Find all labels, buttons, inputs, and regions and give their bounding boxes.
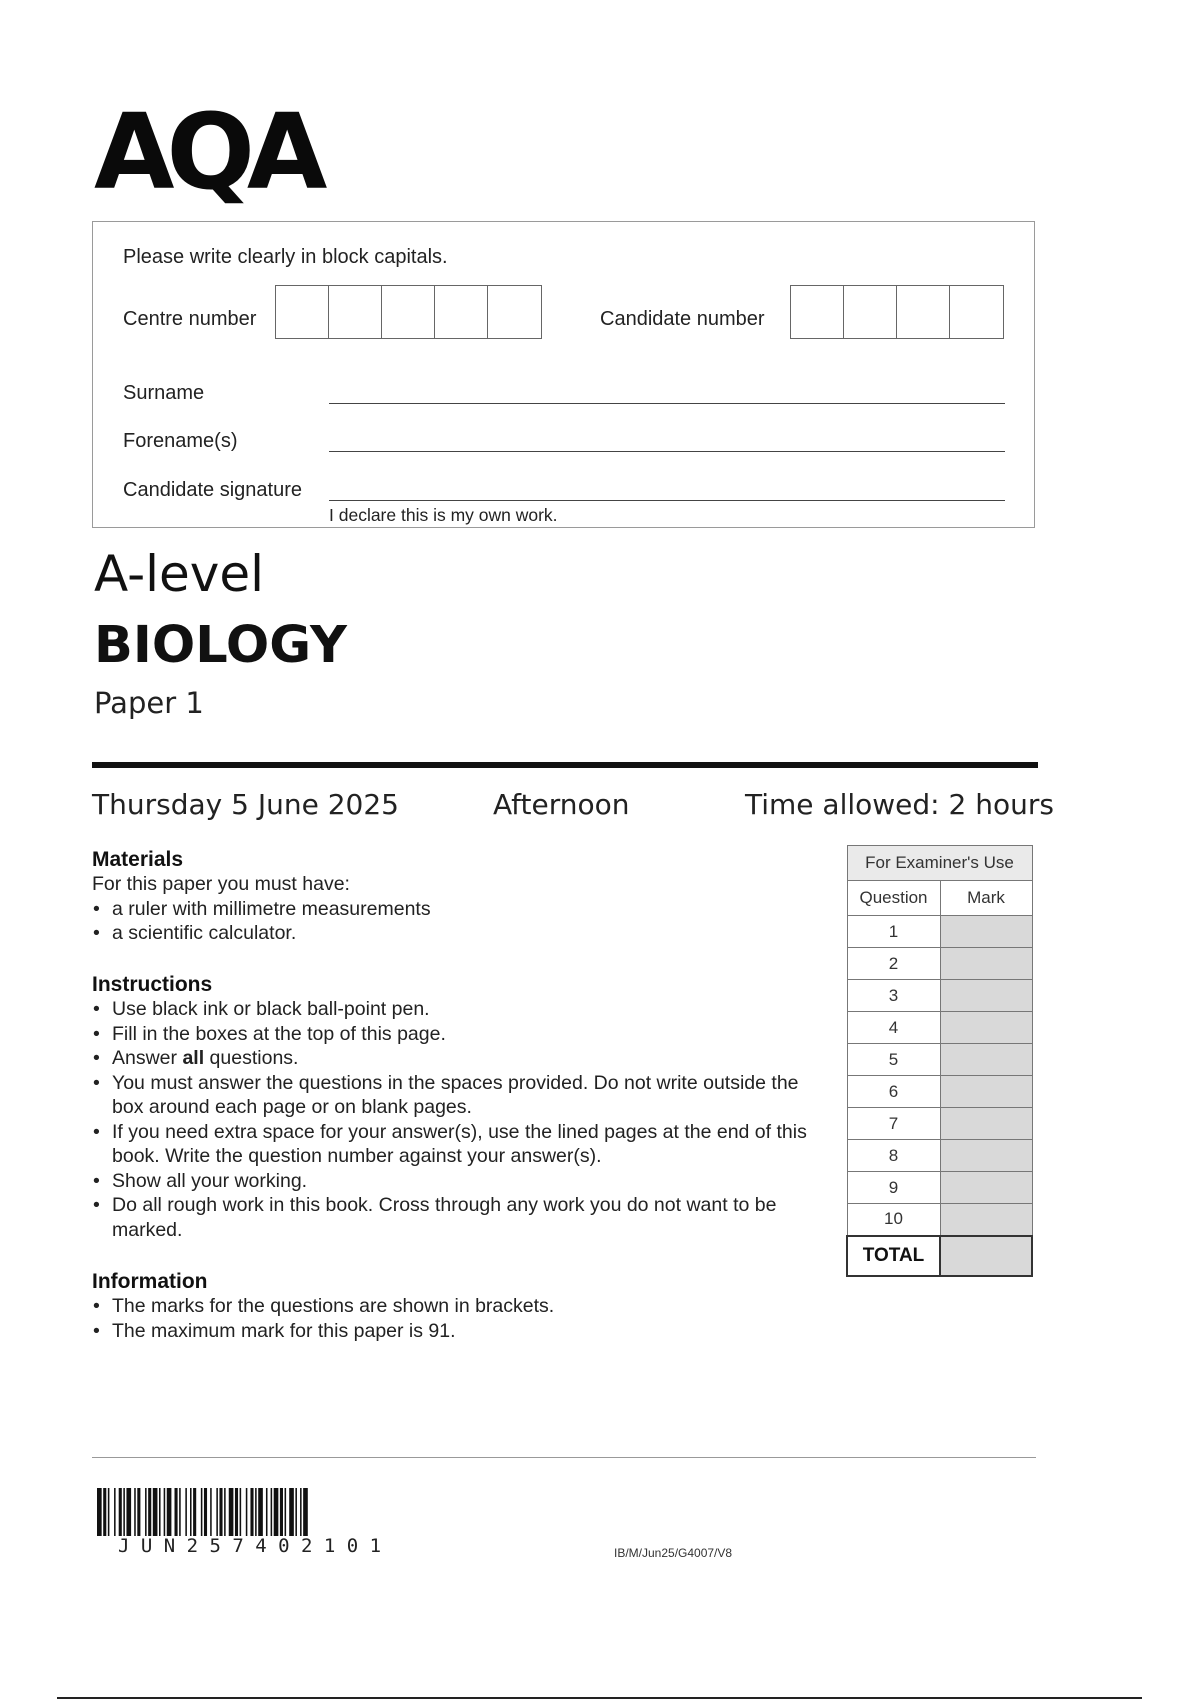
list-item: • You must answer the questions in the spaces provided. Do not write outside the box around each page or on blank pages. (92, 1071, 832, 1120)
examiner-use-table (846, 845, 1033, 1277)
materials-intro: For this paper you must have: (92, 873, 350, 895)
barcode-bar (255, 1488, 257, 1536)
barcode-number: J U N 2 5 7 4 0 2 1 0 1 (118, 1535, 382, 1557)
list-item (92, 1046, 832, 1071)
exam-date: Thursday 5 June 2025 (92, 788, 399, 821)
barcode-bar (175, 1488, 178, 1536)
barcode-bar (119, 1488, 122, 1536)
centre-number-label: Centre number (123, 308, 257, 330)
barcode (97, 1488, 457, 1538)
table-row (847, 1140, 1032, 1172)
barcode-bar (216, 1488, 218, 1536)
information-heading: Information (92, 1270, 208, 1293)
page-edge-line (57, 1697, 1142, 1699)
barcode-bar (114, 1488, 116, 1536)
table-row (847, 1012, 1032, 1044)
list-item: • a scientific calculator. (92, 921, 431, 946)
barcode-bar (145, 1488, 147, 1536)
barcode-bar (271, 1488, 273, 1536)
instructions-heading: Instructions (92, 973, 213, 996)
centre-number-digit[interactable] (382, 286, 435, 338)
list-item: • Fill in the boxes at the top of this page. (92, 1022, 832, 1047)
table-row (847, 1204, 1032, 1236)
footer-divider (92, 1457, 1036, 1458)
text-part: questions. (204, 1047, 299, 1069)
question-number: 3 (847, 980, 940, 1012)
mark-cell[interactable] (940, 1108, 1032, 1140)
signature-label: Candidate signature (123, 479, 303, 501)
total-label: TOTAL (847, 1236, 940, 1276)
paper-number: Paper 1 (94, 686, 204, 720)
barcode-bar (224, 1488, 226, 1536)
question-column-header: Question (847, 881, 940, 916)
centre-number-digit[interactable] (276, 286, 329, 338)
barcode-bar (300, 1488, 302, 1536)
information-section (92, 1270, 554, 1343)
barcode-bar (266, 1488, 268, 1536)
barcode-bar (137, 1488, 140, 1536)
question-number: 5 (847, 1044, 940, 1076)
block-capitals-instruction: Please write clearly in block capitals. (123, 246, 448, 268)
barcode-bar (235, 1488, 238, 1536)
question-number: 1 (847, 916, 940, 948)
candidate-number-boxes[interactable] (790, 285, 1004, 339)
barcode-bar (274, 1488, 279, 1536)
table-row (847, 916, 1032, 948)
examiner-table-caption: For Examiner's Use (847, 846, 1032, 881)
mark-cell[interactable] (940, 1140, 1032, 1172)
mark-cell[interactable] (940, 1044, 1032, 1076)
question-number: 2 (847, 948, 940, 980)
candidate-number-digit[interactable] (950, 286, 1003, 338)
barcode-bar (295, 1488, 297, 1536)
barcode-bar (190, 1488, 192, 1536)
total-row (847, 1236, 1032, 1276)
time-allowed: Time allowed: 2 hours (745, 788, 1054, 821)
list-item: • Do all rough work in this book. Cross through any work you do not want to be marked. (92, 1193, 832, 1242)
list-item: • If you need extra space for your answer(s), use the lined pages at the end of this book. Write the question number against your answer(s). (92, 1120, 832, 1169)
emphasis-text: all (182, 1047, 205, 1069)
mark-cell[interactable] (940, 1012, 1032, 1044)
aqa-logo: AQA (94, 91, 320, 213)
table-row (847, 1108, 1032, 1140)
exam-session: Afternoon (493, 788, 630, 821)
forename-field[interactable] (329, 451, 1005, 452)
barcode-bar (148, 1488, 151, 1536)
table-row (847, 1076, 1032, 1108)
barcode-bar (280, 1488, 283, 1536)
barcode-bar (126, 1488, 131, 1536)
barcode-bar (201, 1488, 203, 1536)
list-item: • Show all your working. (92, 1169, 832, 1194)
materials-section (92, 848, 431, 946)
mark-cell[interactable] (940, 1204, 1032, 1236)
table-row (847, 1044, 1032, 1076)
barcode-bar (108, 1488, 110, 1536)
subject-title: BIOLOGY (94, 616, 347, 675)
question-number: 8 (847, 1140, 940, 1172)
materials-heading: Materials (92, 848, 184, 871)
surname-field[interactable] (329, 403, 1005, 404)
barcode-bar (153, 1488, 158, 1536)
question-number: 6 (847, 1076, 940, 1108)
divider (92, 762, 1038, 768)
list-item: • a ruler with millimetre measurements (92, 897, 431, 922)
total-mark-cell[interactable] (940, 1236, 1032, 1276)
barcode-bar (123, 1488, 125, 1536)
list-item: • Use black ink or black ball-point pen. (92, 997, 832, 1022)
table-row (847, 948, 1032, 980)
barcode-bar (134, 1488, 136, 1536)
question-number: 7 (847, 1108, 940, 1140)
qualification-level: A-level (94, 545, 265, 603)
paper-reference-code: IB/M/Jun25/G4007/V8 (614, 1546, 733, 1560)
instructions-section (92, 973, 832, 1242)
barcode-bar (240, 1488, 242, 1536)
list-item: • The maximum mark for this paper is 91. (92, 1319, 554, 1344)
barcode-bar (167, 1488, 172, 1536)
barcode-bar (229, 1488, 234, 1536)
candidate-number-digit[interactable] (844, 286, 897, 338)
barcode-bar (289, 1488, 294, 1536)
barcode-bar (303, 1488, 308, 1536)
table-row (847, 980, 1032, 1012)
barcode-bar (204, 1488, 207, 1536)
mark-cell[interactable] (940, 1172, 1032, 1204)
barcode-bar (258, 1488, 263, 1536)
candidate-number-digit[interactable] (897, 286, 950, 338)
barcode-bar (103, 1488, 106, 1536)
barcode-bar (285, 1488, 287, 1536)
declaration-text: I declare this is my own work. (329, 505, 558, 525)
centre-number-boxes[interactable] (275, 285, 542, 339)
barcode-bar (185, 1488, 187, 1536)
mark-cell[interactable] (940, 1076, 1032, 1108)
list-item: • The marks for the questions are shown in brackets. (92, 1294, 554, 1319)
candidate-number-digit[interactable] (791, 286, 844, 338)
barcode-bar (250, 1488, 253, 1536)
signature-field[interactable] (329, 500, 1005, 501)
barcode-bar (159, 1488, 161, 1536)
barcode-bar (210, 1488, 212, 1536)
candidate-number-label: Candidate number (600, 308, 765, 330)
question-number: 9 (847, 1172, 940, 1204)
barcode-bar (164, 1488, 166, 1536)
barcode-bar (179, 1488, 181, 1536)
barcode-bar (246, 1488, 248, 1536)
centre-number-digit[interactable] (329, 286, 382, 338)
mark-cell[interactable] (940, 916, 1032, 948)
question-number: 4 (847, 1012, 940, 1044)
barcode-bar (97, 1488, 102, 1536)
mark-cell[interactable] (940, 980, 1032, 1012)
centre-number-digit[interactable] (435, 286, 488, 338)
forename-label: Forename(s) (123, 430, 238, 452)
barcode-bar (219, 1488, 222, 1536)
barcode-bar (193, 1488, 196, 1536)
mark-column-header: Mark (940, 881, 1032, 916)
centre-number-digit[interactable] (488, 286, 541, 338)
question-number: 10 (847, 1204, 940, 1236)
surname-label: Surname (123, 382, 205, 404)
mark-cell[interactable] (940, 948, 1032, 980)
text-part: Answer (112, 1047, 183, 1069)
table-row (847, 1172, 1032, 1204)
